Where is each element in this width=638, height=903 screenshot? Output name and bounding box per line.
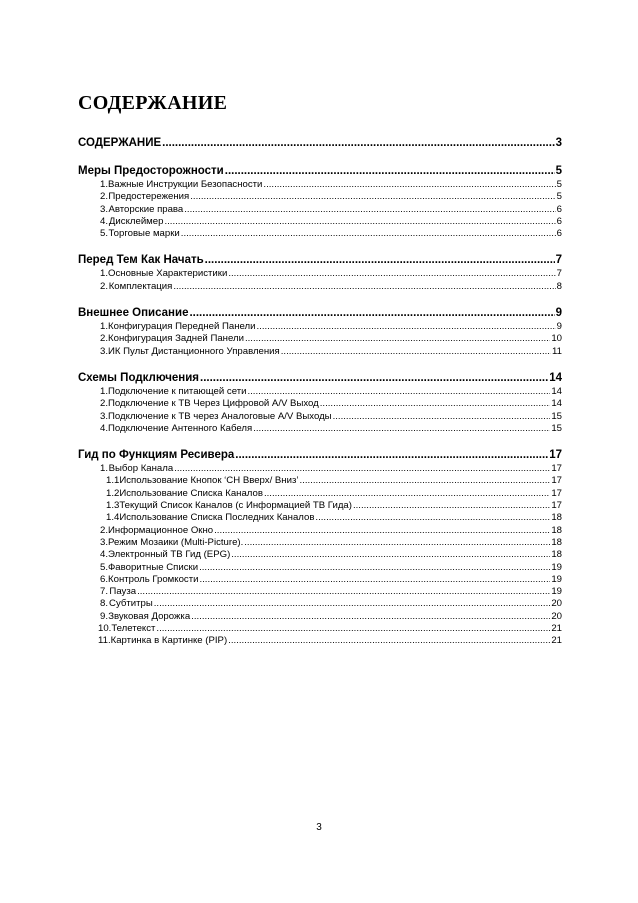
toc-item-number: 9. <box>100 610 109 622</box>
dot-leader <box>245 333 550 345</box>
toc-item[interactable] <box>78 463 562 475</box>
toc-item-title: Картинка в Картинке (PIP) <box>110 635 228 647</box>
toc-page-number: 7 <box>555 254 562 267</box>
toc-page-number: 17 <box>551 475 562 487</box>
toc-section-title: Меры Предосторожности <box>78 165 224 177</box>
toc-item-title: Режим Мозаики (Multi-Picture). <box>108 536 244 548</box>
dot-leader <box>247 386 550 398</box>
dot-leader <box>228 268 555 280</box>
toc-item-number: 2. <box>100 280 109 292</box>
toc-item[interactable] <box>78 537 562 549</box>
toc-item-number: 2. <box>100 191 109 203</box>
toc-page-number: 9 <box>556 321 562 333</box>
toc-subitem[interactable] <box>78 488 562 500</box>
toc-section[interactable] <box>78 306 562 321</box>
toc-item-number: 1.4 <box>106 512 120 524</box>
dot-leader <box>225 164 555 179</box>
dot-leader <box>253 423 550 435</box>
toc-page-number: 6 <box>556 203 562 215</box>
dot-leader <box>320 398 551 410</box>
toc-page-number: 19 <box>551 561 562 573</box>
toc-section[interactable] <box>78 136 562 151</box>
toc-page-number: 20 <box>551 598 562 610</box>
toc-page-number: 17 <box>551 487 562 499</box>
dot-leader <box>205 253 555 268</box>
toc-page-number: 17 <box>549 449 562 462</box>
toc-item[interactable] <box>78 635 562 647</box>
toc-item-title: Контроль Громкости <box>108 573 199 585</box>
toc-item[interactable] <box>78 574 562 586</box>
toc-item-title: Информационное Окно <box>108 524 214 536</box>
dot-leader <box>154 598 551 610</box>
dot-leader <box>231 549 550 561</box>
toc-section-title: Гид по Функциям Ресивера <box>78 449 235 462</box>
toc-item-title: Фаворитные Списки <box>108 561 199 573</box>
toc-item[interactable] <box>78 179 562 191</box>
toc-page-number: 15 <box>551 410 562 422</box>
toc-item-title: Важные Инструкции Безопасности <box>108 179 263 190</box>
toc-item-number: 8. <box>100 598 109 610</box>
toc-item-title: Торговые марки <box>108 228 180 240</box>
toc-item[interactable] <box>78 398 562 410</box>
dot-leader <box>264 488 550 500</box>
toc-item-number: 5. <box>100 561 109 573</box>
toc-item-number: 4. <box>100 422 109 434</box>
toc-item-number: 6. <box>100 573 109 585</box>
toc-page-number: 19 <box>551 573 562 585</box>
dot-leader <box>315 512 550 524</box>
toc-item-title: Субтитры <box>109 598 153 610</box>
toc-item-title: ИК Пульт Дистанционного Управления <box>108 345 280 357</box>
toc-item-number: 1.3 <box>106 500 120 512</box>
toc-item-title: Комплектация <box>108 280 173 292</box>
toc-subitem[interactable] <box>78 512 562 524</box>
toc-item[interactable] <box>78 411 562 423</box>
toc-item-title: Подключение Антенного Кабеля <box>108 422 253 434</box>
toc-page-number: 11 <box>552 345 562 357</box>
toc-page-number: 9 <box>555 307 562 320</box>
toc-page-number: 5 <box>556 191 562 203</box>
toc-item-number: 2. <box>100 333 109 345</box>
toc-page-number: 17 <box>551 463 562 475</box>
toc-item-title: Выбор Канала <box>108 463 174 475</box>
toc-item-title: Звуковая Дорожка <box>108 610 191 622</box>
toc-item[interactable] <box>78 623 562 635</box>
toc-item[interactable] <box>78 598 562 610</box>
toc-item[interactable] <box>78 216 562 228</box>
toc-page-number: 5 <box>555 165 562 177</box>
toc-item-title: Телетекст <box>111 623 156 635</box>
toc-item-title: Предостережения <box>108 191 190 203</box>
dot-leader <box>244 537 550 549</box>
toc-item[interactable] <box>78 586 562 598</box>
toc-item-title: Подключение к ТВ Через Цифровой A/V Выход <box>108 398 319 410</box>
dot-leader <box>184 204 555 216</box>
toc-item-title: Подключение к питающей сети <box>108 385 247 397</box>
toc-item[interactable] <box>78 346 562 358</box>
dot-leader <box>174 463 550 475</box>
toc-item[interactable] <box>78 423 562 435</box>
toc-item-number: 11. <box>98 635 111 647</box>
toc-item-title: Использование Кнопок ‘CH Вверх/ Вниз’ <box>119 475 299 487</box>
dot-leader <box>189 306 554 321</box>
toc-page-number: 20 <box>551 610 562 622</box>
dot-leader <box>353 500 550 512</box>
toc-item-number: 1. <box>100 321 109 333</box>
toc-item-number: 2. <box>100 398 109 410</box>
page-title: СОДЕРЖАНИЕ <box>78 92 228 114</box>
dot-leader <box>200 371 548 386</box>
toc-section[interactable] <box>78 164 562 179</box>
toc-page-number: 21 <box>551 635 562 647</box>
toc-item-number: 1. <box>100 385 109 397</box>
toc-item-title: Использование Списка Последних Каналов <box>119 512 315 524</box>
dot-leader <box>156 623 550 635</box>
dot-leader <box>300 475 551 487</box>
toc-item-title: Авторские права <box>108 203 184 215</box>
toc-item[interactable] <box>78 611 562 623</box>
dot-leader <box>190 191 555 203</box>
toc-page-number: 17 <box>551 500 562 512</box>
toc-section-title: Перед Тем Как Начать <box>78 254 204 267</box>
toc-page-number: 7 <box>556 268 562 280</box>
toc-section-title: Внешнее Описание <box>78 307 189 320</box>
toc-page-number: 18 <box>551 524 562 536</box>
toc-item-number: 1. <box>100 268 109 280</box>
toc-item-title: Пауза <box>109 586 137 598</box>
toc-page-number: 15 <box>551 422 562 434</box>
toc-item-number: 3. <box>100 410 109 422</box>
dot-leader <box>162 136 554 151</box>
dot-leader <box>173 281 555 293</box>
dot-leader <box>235 448 548 463</box>
toc-item[interactable] <box>78 333 562 345</box>
toc-item-title: Дисклеймер <box>108 215 164 227</box>
toc-item[interactable] <box>78 525 562 537</box>
toc-subitem[interactable] <box>78 500 562 512</box>
toc-section-title: Схемы Подключения <box>78 371 200 384</box>
dot-leader <box>228 635 550 647</box>
toc-item[interactable] <box>78 191 562 203</box>
toc-item-number: 3. <box>100 345 109 357</box>
toc-page-number: 6 <box>556 228 562 240</box>
toc-item-number: 5. <box>100 228 109 240</box>
toc-item-title: Конфигурация Задней Панели <box>108 333 244 345</box>
toc-page-number: 14 <box>549 371 562 384</box>
toc-item-number: 4. <box>100 215 109 227</box>
toc-section[interactable] <box>78 253 562 268</box>
toc-subitem[interactable] <box>78 475 562 487</box>
toc-page-number: 10 <box>551 333 562 345</box>
toc-page-number: 21 <box>551 623 562 635</box>
toc-page-number: 14 <box>551 398 562 410</box>
toc-page-number: 5 <box>556 179 562 190</box>
dot-leader <box>191 611 550 623</box>
toc-section-title: СОДЕРЖАНИЕ <box>78 137 162 149</box>
toc-page-number: 18 <box>551 549 562 561</box>
toc-page-number: 14 <box>551 385 562 397</box>
dot-leader <box>281 346 551 358</box>
toc-page-number: 19 <box>551 586 562 598</box>
toc-item[interactable] <box>78 281 562 293</box>
toc-page-number: 6 <box>556 215 562 227</box>
toc-item-number: 7. <box>100 586 109 598</box>
toc-item-number: 3. <box>100 203 109 215</box>
toc-item-number: 1.1 <box>106 475 120 487</box>
toc-section[interactable] <box>78 448 562 463</box>
table-of-contents <box>78 136 562 648</box>
toc-item-title: Электронный ТВ Гид (EPG) <box>108 549 231 561</box>
toc-item-title: Использование Списка Каналов <box>119 487 263 499</box>
toc-item[interactable] <box>78 228 562 240</box>
toc-page-number: 8 <box>556 280 562 292</box>
toc-item-number: 3. <box>100 536 109 548</box>
toc-item[interactable] <box>78 386 562 398</box>
dot-leader <box>199 562 550 574</box>
dot-leader <box>199 574 550 586</box>
dot-leader <box>181 228 556 240</box>
page-number: 3 <box>316 822 322 833</box>
toc-item-title: Основные Характеристики <box>108 268 228 280</box>
toc-item-title: Подключение к ТВ через Аналоговые A/V Выходы <box>108 410 332 422</box>
toc-page-number: 18 <box>551 536 562 548</box>
toc-item-number: 1. <box>100 179 109 190</box>
toc-item[interactable] <box>78 268 562 280</box>
toc-item[interactable] <box>78 549 562 561</box>
dot-leader <box>257 321 556 333</box>
toc-item-number: 10. <box>98 623 112 635</box>
toc-page-number: 3 <box>555 137 562 149</box>
dot-leader <box>263 179 555 191</box>
dot-leader <box>333 411 551 423</box>
toc-item-number: 2. <box>100 524 109 536</box>
toc-item[interactable] <box>78 204 562 216</box>
toc-item-number: 1.2 <box>106 487 120 499</box>
toc-item-title: Конфигурация Передней Панели <box>108 321 256 333</box>
toc-section[interactable] <box>78 371 562 386</box>
toc-item-title: Текущий Список Каналов (с Информацией ТВ Гида) <box>119 500 352 512</box>
dot-leader <box>214 525 550 537</box>
toc-item[interactable] <box>78 562 562 574</box>
toc-item-number: 4. <box>100 549 109 561</box>
dot-leader <box>137 586 550 598</box>
toc-item[interactable] <box>78 321 562 333</box>
toc-page-number: 18 <box>551 512 562 524</box>
toc-item-number: 1. <box>100 463 109 475</box>
dot-leader <box>164 216 555 228</box>
